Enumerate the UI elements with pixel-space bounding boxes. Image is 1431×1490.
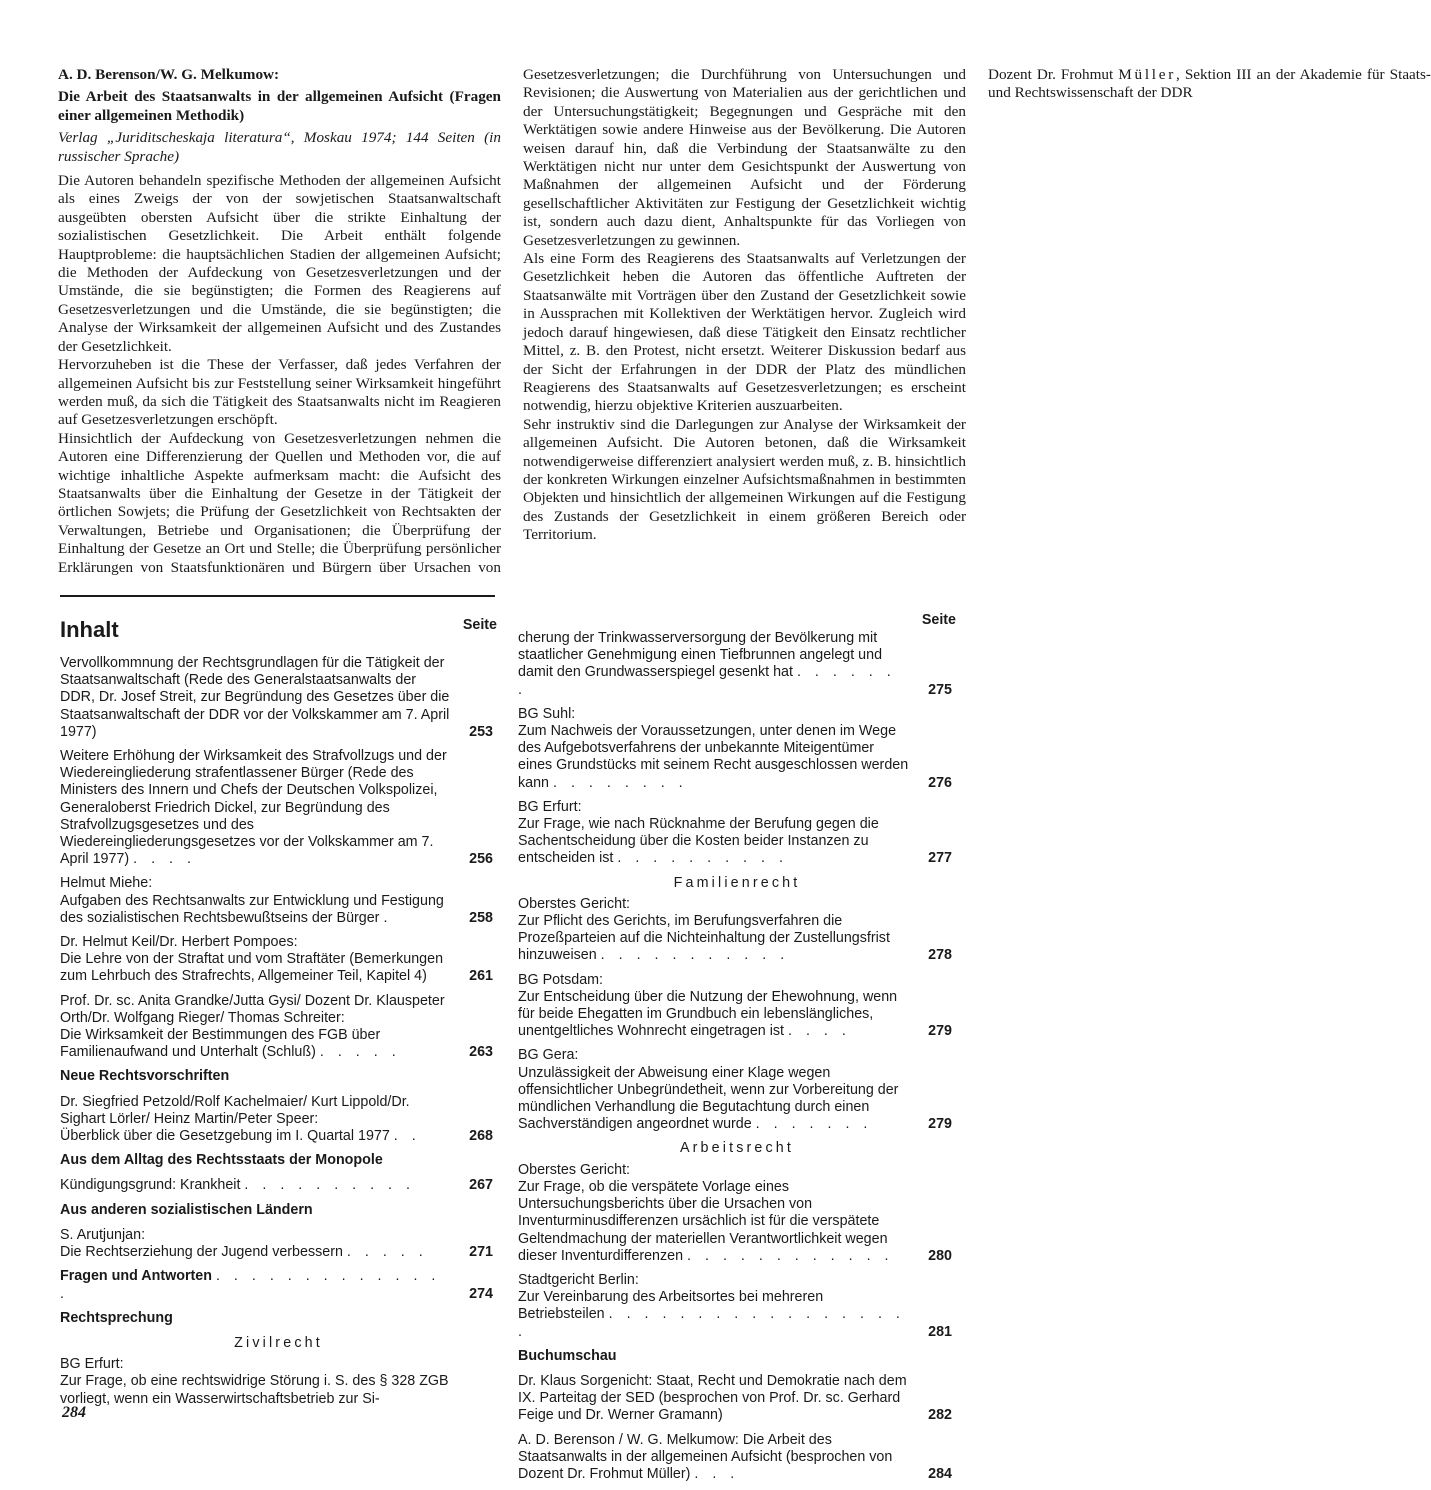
toc-entry-text <box>60 1244 453 1261</box>
toc-entry-page: 278 <box>928 947 952 964</box>
section-heading: Fragen und Antworten <box>60 1268 212 1285</box>
entry-title: Kündigungsgrund: Krankheit <box>60 1177 241 1194</box>
toc-right-header <box>518 612 956 630</box>
leader-dots: . . . <box>694 1465 740 1482</box>
leader-dots: . . . . . . . . . . . . . . . . . . <box>518 1306 905 1340</box>
toc-entry-page: 274 <box>469 1285 493 1302</box>
review-authors: A. D. Berenson/W. G. Melkumow: <box>58 66 280 83</box>
entry-title: Zur Vereinbarung des Arbeitsortes bei mehreren Betriebsteilen <box>518 1289 824 1323</box>
toc-entry-page: 281 <box>928 1323 952 1340</box>
toc-entry-page: 275 <box>928 681 952 698</box>
review-signature <box>988 66 1431 103</box>
review-paragraph: Sehr instruktiv sind die Darlegungen zur Analyse der Wirksamkeit der allgemeinen Aufsicht. Die Autoren betonen, daß die Wirksamkeit notwendigerweise differenziert analysiert werden muß, z. B. hinsichtlich der konkreten Wirkungen einzelner Aufsichtsmaßnahmen in bestimmten Objekten und hinsichtlich der allgemeinen Wirkungen auf die Festigung des Zustands der Gesetzlichkeit in einem größeren Bereich oder Territorium. <box>523 415 966 544</box>
toc-entry[interactable] <box>60 1227 497 1261</box>
toc-entry-page: 261 <box>469 968 493 985</box>
toc-entry-page: 253 <box>469 723 493 740</box>
entry-title: Weitere Erhöhung der Wirksamkeit des Strafvollzugs und der Wiedereingliederung strafentlassener Bürger (Rede des Ministers des Innern und Chefs der Deutschen Volkspolizei, Generaloberst Friedrich Dickel, zur Begründung des Strafvollzugsgesetzes und des Wiedereingliederungsgesetzes vor der Volkskammer am 7. April 1977) <box>60 748 447 868</box>
toc-entry-text <box>518 1179 912 1265</box>
signature-name: Müller <box>1118 66 1177 83</box>
toc-entry-page: 276 <box>928 774 952 791</box>
toc-entry-text <box>60 1177 453 1194</box>
toc-entry-author: Prof. Dr. sc. Anita Grandke/Jutta Gysi/ Dozent Dr. Klauspeter Orth/Dr. Wolfgang Rieger/ Thomas Schreiter: <box>60 992 445 1026</box>
leader-dots: . . . . . . . . <box>553 774 688 791</box>
leader-dots: . . . . . <box>346 1244 428 1261</box>
toc-entry[interactable] <box>518 972 956 1041</box>
leader-dots: . . . . . . . . . . . . . . <box>60 1268 441 1302</box>
entry-title: Zur Frage, wie nach Rücknahme der Berufung gegen die Sachentscheidung über die Kosten beider Instanzen zu entscheiden ist <box>518 816 879 867</box>
entry-title: Zur Frage, ob die verspätete Vorlage eines Untersuchungsberichts über die Ursachen von Inventurminusdifferenzen ursächlich ist für die verspätete Geltendmachung der materiellen Verantwortlichkeit wegen dieser Inventurdifferenzen <box>518 1178 888 1264</box>
toc-entry-text <box>518 630 912 699</box>
toc-entry[interactable] <box>60 655 497 741</box>
entry-title: Überblick über die Gesetzgebung im I. Quartal 1977 <box>60 1128 390 1145</box>
review-paragraph: Als eine Form des Reagierens des Staatsanwalts auf Verletzungen der Gesetzlichkeit heben die Autoren das öffentliche Auftreten der Staatsanwälte mit Vorträgen über den Zustand der Gesetzlichkeit sowie in Aussprachen mit Kollektiven der Werktätigen hervor. Zugleich wird jedoch darauf hingewiesen, daß diese Tätigkeit den Einsatz rechtlicher Mittel, z. B. den Protest, nicht ersetzt. Weiterer Diskussion bedarf aus der Sicht der Erfahrungen in der DDR der Platz des mündlichen Reagierens des Staatsanwalts auf Gesetzesverletzungen; es erscheint notwendig, hierzu objektive Kriterien auszuarbeiten. <box>523 250 966 415</box>
toc-entry[interactable] <box>518 1162 956 1265</box>
review-title: Die Arbeit des Staatsanwalts in der allgemeinen Aufsicht (Fragen einer allgemeinen Methodik) <box>58 88 501 124</box>
section-heading: Rechtsprechung <box>60 1309 173 1326</box>
toc-entry-text <box>60 893 453 927</box>
toc-header <box>60 615 497 655</box>
entry-title: Aufgaben des Rechtsanwalts zur Entwicklung und Festigung des sozialistischen Rechtsbewußtseins der Bürger <box>60 892 444 926</box>
toc-entry-page: 284 <box>928 1465 952 1482</box>
toc-entry-page: 271 <box>469 1244 493 1261</box>
section-heading: Aus anderen sozialistischen Ländern <box>60 1201 313 1218</box>
leader-dots: . . . . . . . . . . <box>244 1177 415 1194</box>
toc-entry-page: 279 <box>928 1116 952 1133</box>
toc-entry-text <box>60 1128 453 1145</box>
toc-entry[interactable] <box>60 1177 497 1194</box>
toc-entry-page: 256 <box>469 851 493 868</box>
leader-dots: . . . . . . . <box>755 1116 873 1133</box>
book-review <box>58 66 1431 586</box>
toc-entry-page: 268 <box>469 1128 493 1145</box>
toc-entry[interactable] <box>518 706 956 792</box>
toc-entry-author: Dr. Helmut Keil/Dr. Herbert Pompoes: <box>60 934 298 951</box>
leader-dots: . . . . <box>787 1023 851 1040</box>
leader-dots: . <box>383 909 393 926</box>
toc-entry[interactable] <box>60 993 497 1062</box>
leader-dots: . . . . <box>133 851 196 868</box>
toc-entry[interactable] <box>518 1432 956 1484</box>
toc-entry-text <box>518 1065 912 1134</box>
toc-title: Inhalt <box>60 617 119 642</box>
toc-entry-text: Die Lehre von der Straftat und vom Straftäter (Bemerkungen zum Lehrbuch des Strafrechts, Allgemeiner Teil, Kapitel 4) <box>60 951 444 985</box>
subsection-heading: Arbeitsrecht <box>679 1140 795 1157</box>
toc-entry-text <box>60 1027 453 1061</box>
toc-entry-text <box>60 748 453 868</box>
entry-title: Die Wirksamkeit der Bestimmungen des FGB über Familienaufwand und Unterhalt (Schluß) <box>60 1027 381 1061</box>
toc-entry-text: Dr. Klaus Sorgenicht: Staat, Recht und Demokratie nach dem IX. Parteitag der SED (besprochen von Prof. Dr. sc. Gerhard Feige und Dr. Werner Gramann) <box>518 1372 907 1424</box>
toc-entry-page: 280 <box>928 1247 952 1264</box>
section-heading: Buchumschau <box>518 1347 617 1364</box>
entry-title: Zum Nachweis der Voraussetzungen, unter denen im Wege des Aufgebotsverfahrens der unbekannte Miteigentümer eines Grundstücks mit seinem Recht ausgeschlossen werden kann <box>518 723 909 791</box>
entry-title: cherung der Trinkwasserversorgung der Bevölkerung mit staatlicher Genehmigung einen Tiefbrunnen angelegt und damit den Grundwasserspiegel gesenkt hat <box>518 630 883 681</box>
section-heading: Aus dem Alltag des Rechtsstaats der Monopole <box>60 1152 383 1169</box>
toc-right-column <box>518 612 956 1490</box>
toc-entry-text: Zur Frage, ob eine rechtswidrige Störung i. S. des § 328 ZGB vorliegt, wenn ein Wasserwirtschaftsbetrieb zur Si- <box>60 1373 449 1407</box>
toc-entry[interactable] <box>60 748 497 868</box>
toc-entry[interactable] <box>518 1047 956 1133</box>
review-paragraph: Hinsichtlich der Aufdeckung von Gesetzesverletzungen nehmen die Autoren eine Differenzierung der Quellen und Methoden vor, die auf wichtige inhaltliche Aspekte aufmerksam macht: die Aufsicht des Staatsanwalts über die Einhaltung der Gesetze in der Tätigkeit der örtlichen Sowjets; die Prüfung der Gesetzlichkeit von Rechtsakten der Verwaltungen, Betriebe und Organisationen; die Überprüfung der Einhaltung der Gesetze an Ort und Stelle; die Überprüfung persönlicher Erklärungen von Staatsfunktionären und Bürgern über Ursachen von Gesetzesverletzungen; die Durchführung von Untersuchungen und Revisionen; die Auswertung von Materialien aus der gerichtlichen und der Untersuchungstätigkeit; Begegnungen und Gespräche mit den Werktätigen sowie andere Hinweise aus der Bevölkerung. Die Autoren weisen darauf hin, daß die Verbindung der Staatsanwälte zu den Werktätigen nicht nur unter dem Gesichtspunkt der Auswertung von Maßnahmen der allgemeinen Aufsicht und der Förderung gesellschaftlicher Aktivitäten zur Festigung der Gesetzlichkeit wichtig ist, sondern auch dazu dient, Anhaltspunkte für das Vorliegen von Gesetzesverletzungen zu gewinnen. <box>58 66 966 576</box>
leader-dots: . . . . . <box>319 1044 401 1061</box>
entry-title: Die Rechtserziehung der Jugend verbessern <box>60 1244 343 1261</box>
toc-entry[interactable] <box>60 875 497 927</box>
toc-entry-court: BG Erfurt: <box>60 1356 124 1373</box>
toc-entry-court: BG Potsdam: <box>518 971 604 988</box>
toc-entry-text <box>518 723 912 792</box>
section-heading: Neue Rechtsvorschriften <box>60 1068 230 1085</box>
review-paragraph: Hervorzuheben ist die These der Verfasser, daß jedes Verfahren der allgemeinen Aufsicht bis zur Feststellung seiner Wirksamkeit hingeführt werden muß, da sich die Tätigkeit des Staatsanwalts nicht im Reagieren auf Gesetzesverletzungen erschöpft. <box>58 356 501 429</box>
toc-entry-text <box>518 816 912 868</box>
toc-entry-court: Stadtgericht Berlin: <box>518 1271 639 1288</box>
leader-dots: . . . . . . . . . . . . <box>687 1247 894 1264</box>
toc-entry[interactable] <box>518 1373 956 1425</box>
toc-entry[interactable] <box>60 1094 497 1146</box>
toc-entry-text: Vervollkommnung der Rechtsgrundlagen für die Tätigkeit der Staatsanwaltschaft (Rede des Generalstaatsanwalts der DDR, Dr. Josef Streit, zur Begründung des Gesetzes über die Staatsanwaltschaft der DDR vor der Volkskammer am 7. April 1977) <box>60 655 450 740</box>
leader-dots: . . . . . . . . . . <box>617 850 788 867</box>
seite-label: Seite <box>462 617 497 633</box>
toc-entry-author: Dr. Siegfried Petzold/Rolf Kachelmaier/ Kurt Lippold/Dr. Sighart Lörler/ Heinz Martin/Peter Speer: <box>60 1093 410 1127</box>
seite-label: Seite <box>921 612 956 628</box>
toc-entry-court: BG Suhl: <box>518 705 576 722</box>
toc-entry[interactable] <box>518 630 956 699</box>
toc-entry[interactable] <box>518 799 956 868</box>
toc-entry-text <box>518 1289 912 1341</box>
toc-entry-text <box>518 989 912 1041</box>
signature-prefix: Dozent Dr. Frohmut <box>988 66 1119 83</box>
toc-entry[interactable] <box>60 934 497 986</box>
toc-entry-page: 258 <box>469 909 493 926</box>
toc-entry-court: Oberstes Gericht: <box>518 895 631 912</box>
entry-title: Unzulässigkeit der Abweisung einer Klage wegen offensichtlicher Unbegründetheit, wenn zur Vorbereitung der mündlichen Verhandlung die Begutachtung durch einen Sachverständigen angeordnet wurde <box>518 1064 899 1133</box>
toc-entry-page: 263 <box>469 1044 493 1061</box>
signature-affiliation: , Sektion III an der Akademie für Staats- und Rechtswissenschaft der DDR <box>988 66 1431 102</box>
toc-entry-court: BG Gera: <box>518 1047 579 1064</box>
review-publisher: Verlag „Juriditscheskaja literatura“, Moskau 1974; 144 Seiten (in russischer Sprache) <box>58 129 501 165</box>
review-paragraph: Die Autoren behandeln spezifische Methoden der allgemeinen Aufsicht als eines Zweigs der von der sowjetischen Staatsanwaltschaft ausgeübten obersten Aufsicht über die strikte Einhaltung der sozialistischen Gesetzlichkeit. Die Arbeit enthält folgende Hauptprobleme: die hauptsächlichen Stadien der allgemeinen Aufsicht; die Methoden der Aufdeckung von Gesetzesverletzungen und der Umstände, die sie begünstigten; die Formen des Reagierens auf Gesetzesverletzungen und die Umstände, die sie begünstigten; die Analyse der Wirksamkeit der allgemeinen Aufsicht und des Zustandes der Gesetzlichkeit. <box>58 172 501 355</box>
entry-title: Zur Pflicht des Gerichts, im Berufungsverfahren die Prozeßparteien auf die Nichteinhaltung der Zustellungsfrist hinzuweisen <box>518 913 890 964</box>
page-number: 284 <box>62 1404 86 1421</box>
toc-entry-text <box>518 1432 912 1484</box>
toc-entry-page: 279 <box>928 1023 952 1040</box>
toc-entry-text <box>518 913 912 965</box>
toc-entry-author: Helmut Miehe: <box>60 875 153 892</box>
toc-entry-author: S. Arutjunjan: <box>60 1226 146 1243</box>
toc-entry[interactable] <box>60 1268 497 1302</box>
toc-entry-court: Oberstes Gericht: <box>518 1161 631 1178</box>
toc-entry-page: 282 <box>928 1407 952 1424</box>
entry-title: Zur Entscheidung über die Nutzung der Ehewohnung, wenn für beide Ehegatten im Grundbuch ein lebenslängliches, unentgeltliches Wohnrecht eingetragen ist <box>518 988 898 1040</box>
toc-entry[interactable] <box>60 1356 497 1408</box>
leader-dots: . . <box>393 1128 421 1145</box>
toc-entry-court: BG Erfurt: <box>518 798 582 815</box>
entry-title: A. D. Berenson / W. G. Melkumow: Die Arbeit des Staatsanwalts in der allgemeinen Aufsicht (besprochen von Dozent Dr. Frohmut Müller) <box>518 1431 893 1482</box>
subsection-heading: Familienrecht <box>673 874 801 891</box>
toc-entry-page: 267 <box>469 1177 493 1194</box>
toc-entry-text <box>60 1268 453 1302</box>
toc-entry[interactable] <box>518 896 956 965</box>
leader-dots: . . . . . . . <box>518 664 896 698</box>
toc-entry-page: 277 <box>928 850 952 867</box>
toc-left-column <box>60 615 497 1415</box>
subsection-heading: Zivilrecht <box>234 1334 323 1351</box>
toc-entry[interactable] <box>518 1272 956 1341</box>
section-divider <box>60 595 495 597</box>
leader-dots: . . . . . . . . . . . <box>600 947 790 964</box>
